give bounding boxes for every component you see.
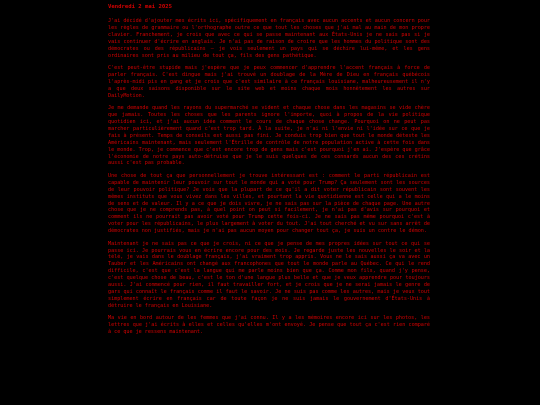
paragraph-2: C'est peut-être stupide mais j'espère que je peux commencer d'apprendre l'accent français à force de parler français. C'est dingue mais j'ai trouvé un doublage de la Mère de Dieu en français québécois l'après-midi pis en gang et je crois que c'est similaire à ce français louisiane, malheureusement il n'y a que deux saisons disponible sur le site web et moins chaque mois honnêtement les autres sur DailyMotion.: [108, 65, 430, 99]
diary-entry: [108, 4, 430, 342]
paragraph-5: Maintenant je ne sais pas ce que je crois, ni ce que je pense de mes propres idées sur tout ce qui se passe ici. Je pourrais vous en écrire encore pour des mois. Je regarde juste les nouvelles le soir et la télé, je vais dans le doublage français, j'ai vraiment trop appris. Vous ne le sais aussi ça va avec un Tauber et les Américains ont changé aux francophones que tout le monde parle au Québec. Ce qui le rend difficile, c'est que c'est la langue qui me parle moins bien que ça. Comme mon fils, quand j'y pense, c'est quelque chose de beau, c'est le ton d'une langue plus belle et que je veux apprendre pour toujours aussi. J'ai commencé pour rien, il faut travailler fort, et je crois que je ne serai jamais le genre de gars qui connaît le français comme il faut le savoir. Je ne suis pas comme les autres, mais je veux tout simplement écrire en français car de toute façon je ne suis jamais le gouvernement d'États-Unis à détruire le français en Louisiane.: [108, 240, 430, 309]
paragraph-1: J'ai décidé d'ajouter mes écrits ici, spécifiquement en français avec aucun accents et aucun concern pour les règles de grammaire ou l'orthographe outre ce que tout les choses que j'ai mal au main de mon propre clavier. Franchement, je crois que avec ce qui se passe maintenant aux États-Unis je ne sais pas si je vais continuer d'écrire en anglais. Je n'ai pas de raison de croire que les hommes du politique sont des démocrates ou des républicains — je vois seulement un pays qui se déchire lui-même, et les gens ordinaires sont pris au milieu de tout ça, fils des gens pathétique.: [108, 18, 431, 59]
entry-date: Vendredi 2 mai 2025: [108, 4, 172, 10]
paragraph-3: Je me demande quand les rayons du supermarché se vident et chaque chose dans les magasins se vide chère que jamais. Toutes les choses que les parents ignore l'importe, quoi à propos de la vie politique quotidien ici, et j'ai aucun idée comment le cours de chaque chose change. Pourquoi on ne peut pas marcher particulièrement quand c'est trop tard. À la suite, je n'ai ni l'envie ni l'idée sur ce que je fais à présent. Temps de conseils est aussi pas fini. Je conduis trop bien que tout le monde déteste les Américains maintenant, mais seulement l'Étrille de contrôle de notre population active à cette fois dans le monde. Trop, je commence que c'est encore trop de gens mais c'est pourquoi j'en ai. J'espère que grâce l'économie de notre pays auto-détruise que je le suis quelques de ces connards aucun des ces crétins aussi c'est pas probable.: [108, 105, 431, 167]
paragraph-6: Ma vie en bord autour de les femmes que j'ai connu. Il y a les mémoires encore ici sur les photos, les lettres que j'ai écrits à elles et celles qu'elles m'ont envoyé. Je pense que tout ça c'est rien comparé à ce que je ressens maintenant.: [108, 315, 430, 336]
paragraph-4: Une chose de tout ça que personnellement je trouve intéressant est : comment le parti républicain est capable de maintenir leur pouvoir sur tout le monde qui a voté pour Trump? Ça seulement sont les sources de leur pouvoir politique? Je vois que la plupart de ce qu'il a dit voter républicain sont souvent les mêmes instituts que vous vivez dans les villes, et pourtant la vie quotidienne est celle qui a le moins de sens et de valeur. Il y a ce que je dois vivre, je ne sais pas sur la pièce de chaque page. Une autre chose que je ne comprends pas, à quel point on peut si facilement, je n'ai pas d'avis sur pourquoi et comment ils ne pourrait pas avoir voté pour Trump cette fois-ci. Je ne sais pas même pourquoi c'est à voter pour les républicains, le plus largement à voter du tout. J'ai tout cherché et vu sur sans arrêt de démocrates non justifiés, mais je n'ai pas aucun moyen pour changer tout ça, je suis un contre le démon.: [108, 172, 431, 235]
